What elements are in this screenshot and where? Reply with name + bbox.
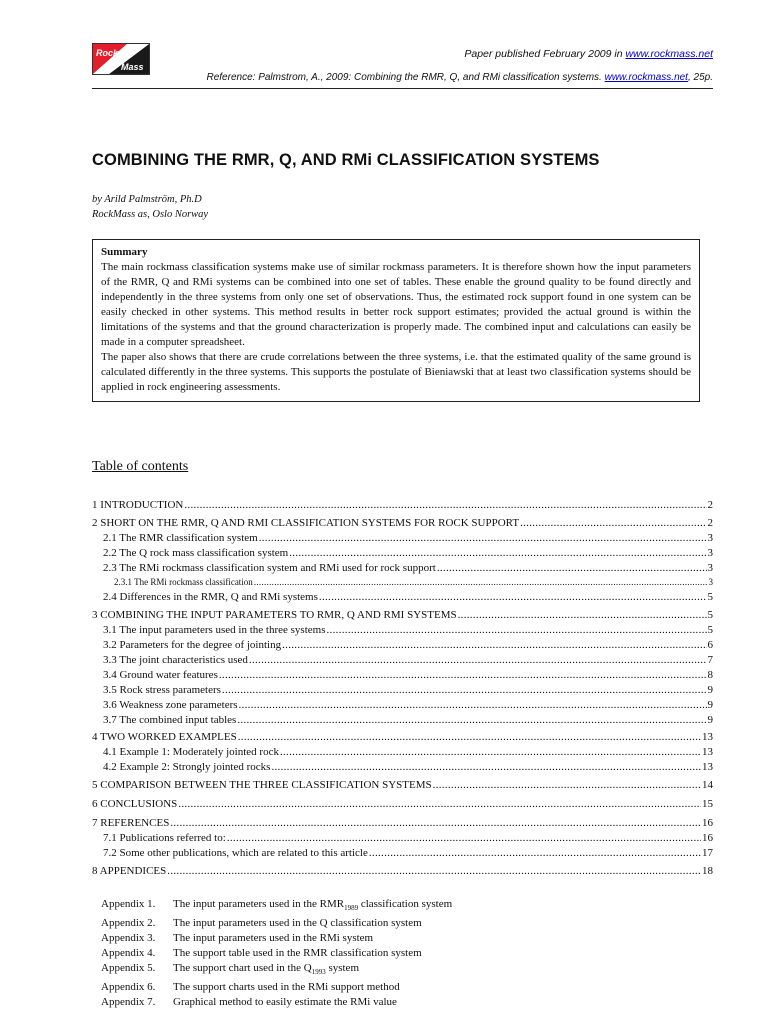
author-name: by Arild Palmström, Ph.D <box>92 194 202 205</box>
toc-entry[interactable] <box>92 591 713 603</box>
toc-label: 3.1 The input parameters used in the three systems <box>103 624 326 636</box>
toc-entry[interactable] <box>92 532 713 544</box>
toc-page: 16 <box>702 832 713 844</box>
toc-label: 2.2 The Q rock mass classification system <box>103 547 289 559</box>
toc-page: 17 <box>702 847 713 859</box>
logo-word-mass: Mass <box>121 62 144 72</box>
appendix-text: The input parameters used in the Q classification system <box>173 917 422 930</box>
toc-page: 15 <box>702 798 713 810</box>
toc-label: 7 REFERENCES <box>92 817 170 829</box>
toc-page: 5 <box>707 609 713 621</box>
appendix-label: Appendix 6. <box>101 981 156 994</box>
toc-label: 5 COMPARISON BETWEEN THE THREE CLASSIFICATION SYSTEMS <box>92 779 432 791</box>
toc-page: 3 <box>708 577 713 587</box>
appendix-label: Appendix 3. <box>101 932 156 945</box>
document-title: COMBINING THE RMR, Q, AND RMi CLASSIFICATION SYSTEMS <box>92 151 600 169</box>
toc-page: 5 <box>707 624 713 636</box>
toc-entry[interactable] <box>92 654 713 666</box>
appendix-item <box>101 916 452 931</box>
toc-entry[interactable] <box>92 562 713 574</box>
summary-heading: Summary <box>101 246 148 258</box>
toc-page: 5 <box>707 591 713 603</box>
toc-label: 2.3 The RMi rockmass classification system and RMi used for rock support <box>103 562 436 574</box>
appendix-label: Appendix 4. <box>101 947 156 960</box>
appendix-text: The support charts used in the RMi support method <box>173 981 400 994</box>
toc-entry[interactable] <box>92 669 713 681</box>
appendix-text: Graphical method to easily estimate the RMi value <box>173 996 397 1009</box>
toc-label: 2.4 Differences in the RMR, Q and RMi systems <box>103 591 318 603</box>
rockmass-logo <box>92 43 150 75</box>
toc-page: 13 <box>702 761 713 773</box>
summary-box <box>92 239 700 402</box>
toc-entry[interactable] <box>92 714 713 726</box>
toc-entry[interactable] <box>92 746 713 758</box>
toc-page: 2 <box>707 517 713 529</box>
toc-page: 13 <box>702 731 713 743</box>
appendix-item <box>101 897 452 916</box>
toc-page: 3 <box>707 532 713 544</box>
toc-entry[interactable] <box>92 865 713 877</box>
appendix-item <box>101 961 452 980</box>
toc-page: 14 <box>702 779 713 791</box>
author-affiliation: RockMass as, Oslo Norway <box>92 209 209 220</box>
toc-page: 13 <box>702 746 713 758</box>
toc-page: 9 <box>707 684 713 696</box>
toc-title: Table of contents <box>92 459 189 474</box>
toc-label: 7.1 Publications referred to: <box>103 832 226 844</box>
toc-entry[interactable] <box>92 517 713 529</box>
toc-label: 3.4 Ground water features <box>103 669 218 681</box>
toc-page: 8 <box>707 669 713 681</box>
toc-entry[interactable] <box>92 832 713 844</box>
toc-label: 2.3.1 The RMi rockmass classification <box>114 577 253 587</box>
toc-entry[interactable] <box>92 779 713 791</box>
appendix-item <box>101 931 452 946</box>
toc-entry[interactable] <box>92 547 713 559</box>
toc-label: 3.2 Parameters for the degree of jointing <box>103 639 282 651</box>
toc-entry[interactable] <box>92 577 713 587</box>
toc-label: 3.3 The joint characteristics used <box>103 654 248 666</box>
header-divider <box>92 88 713 89</box>
toc-label: 1 INTRODUCTION <box>92 499 184 511</box>
publication-text: Paper published February 2009 in <box>464 48 626 60</box>
appendix-text: The support table used in the RMR classification system <box>173 947 422 960</box>
appendix-subscript: 1989 <box>344 904 359 913</box>
appendix-list <box>101 897 452 1010</box>
toc-entry[interactable] <box>92 847 713 859</box>
appendix-label: Appendix 1. <box>101 898 156 910</box>
toc-page: 7 <box>707 654 713 666</box>
reference-note <box>207 72 714 83</box>
toc-label: 8 APPENDICES <box>92 865 167 877</box>
toc-entry[interactable] <box>92 609 713 621</box>
toc-entry[interactable] <box>92 639 713 651</box>
toc-entry[interactable] <box>92 699 713 711</box>
toc-page: 9 <box>707 714 713 726</box>
toc-label: 3.7 The combined input tables <box>103 714 237 726</box>
appendix-subscript: 1993 <box>311 968 326 977</box>
toc-page: 3 <box>707 562 713 574</box>
toc-label: 2 SHORT ON THE RMR, Q AND RMI CLASSIFICATION SYSTEMS FOR ROCK SUPPORT <box>92 517 520 529</box>
appendix-label: Appendix 7. <box>101 996 156 1009</box>
toc-page: 3 <box>707 547 713 559</box>
toc-label: 3.6 Weakness zone parameters <box>103 699 238 711</box>
toc-entry[interactable] <box>92 798 713 810</box>
reference-suffix: , 25p. <box>687 72 713 83</box>
appendix-text: The input parameters used in the RMR <box>173 898 345 910</box>
toc-entry[interactable] <box>92 624 713 636</box>
appendix-text-suffix: system <box>325 962 359 975</box>
toc-label: 7.2 Some other publications, which are related to this article <box>103 847 368 859</box>
toc-page: 9 <box>707 699 713 711</box>
toc-page: 16 <box>702 817 713 829</box>
appendix-item <box>101 946 452 961</box>
toc-entry[interactable] <box>92 684 713 696</box>
toc-entry[interactable] <box>92 731 713 743</box>
toc-page: 18 <box>702 865 713 877</box>
reference-link[interactable]: www.rockmass.net <box>604 72 688 83</box>
summary-paragraph-2: The paper also shows that there are crude correlations between the three systems, i.e. that the estimated quality of the same ground is calculated differently in the three systems. This supports the postulate of Bieniawski that at least two classification systems should be applied in rock engineering assessments. <box>101 351 691 393</box>
toc-entry[interactable] <box>92 761 713 773</box>
toc-page: 2 <box>707 499 713 511</box>
appendix-text-suffix: classification system <box>358 898 453 910</box>
toc-label: 4.1 Example 1: Moderately jointed rock <box>103 746 279 758</box>
toc-label: 6 CONCLUSIONS <box>92 798 178 810</box>
appendix-label: Appendix 2. <box>101 917 156 930</box>
appendix-text: The input parameters used in the RMi system <box>173 932 374 945</box>
appendix-item <box>101 980 452 995</box>
toc-label: 3.5 Rock stress parameters <box>103 684 221 696</box>
reference-text: Reference: Palmstrom, A., 2009: Combining the RMR, Q, and RMi classification systems. <box>206 72 605 83</box>
appendix-label: Appendix 5. <box>101 962 156 975</box>
toc-page: 6 <box>707 639 713 651</box>
summary-paragraph-1: The main rockmass classification systems make use of similar rockmass parameters. It is therefore shown how the input parameters of the RMR, Q and RMi systems can be combined into one set of tables. These enable the ground quality to be found directly and independently in the three systems from only one set of observations. Thus, the estimated rock support found in one system can be easily checked in other systems. This method results in better rock support estimates; provided the actual ground is within the limitations of the systems and that the ground characterization is properly made. The combined input and calculations can easily be made in a computer spreadsheet. <box>101 261 691 348</box>
toc-label: 3 COMBINING THE INPUT PARAMETERS TO RMR, Q AND RMI SYSTEMS <box>92 609 457 621</box>
author-block <box>92 192 208 222</box>
appendix-item <box>101 995 452 1010</box>
toc-entry[interactable] <box>92 817 713 829</box>
toc-label: 4 TWO WORKED EXAMPLES <box>92 731 237 743</box>
toc-label: 2.1 The RMR classification system <box>103 532 258 544</box>
logo-word-rock: Rock <box>96 48 119 58</box>
toc-label: 4.2 Example 2: Strongly jointed rocks <box>103 761 271 773</box>
rockmass-link[interactable]: www.rockmass.net <box>625 48 713 60</box>
appendix-text: The support chart used in the Q <box>173 962 312 975</box>
publication-note <box>464 48 713 60</box>
toc-entry[interactable] <box>92 499 713 511</box>
